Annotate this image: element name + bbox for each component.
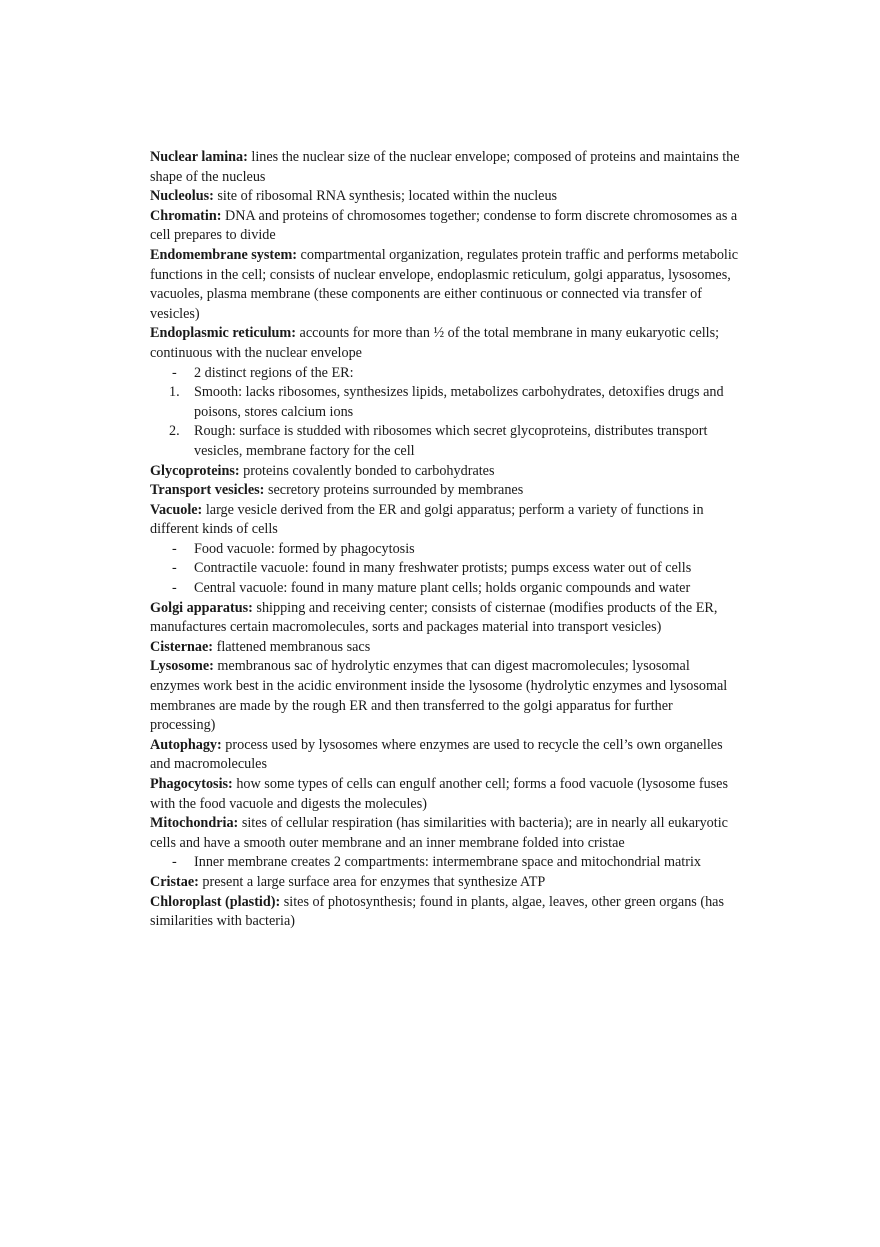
numbered-text: Rough: surface is studded with ribosomes which secret glycoproteins, distributes transport vesicles, membrane factory for the cell (194, 423, 708, 459)
bullet-item (150, 579, 740, 599)
term: Endomembrane system: (150, 246, 297, 263)
definition: DNA and proteins of chromosomes together; condense to form discrete chromosomes as a cell prepares to divide (150, 207, 738, 244)
definition: flattened membranous sacs (213, 638, 371, 655)
term: Nucleolus: (150, 188, 214, 205)
entry-golgi-apparatus (150, 599, 740, 638)
definition: sites of cellular respiration (has similarities with bacteria); are in nearly all eukaryotic cells and have a smooth outer membrane and an inner membrane folded into cristae (150, 815, 728, 851)
definition: shipping and receiving center; consists of cisternae (modifies products of the ER, manufactures certain macromolecules, sorts and packages material into transport vesicles) (150, 599, 718, 636)
entry-chloroplast (150, 893, 740, 932)
entry-vacuole (150, 501, 740, 540)
term: Cristae: (150, 873, 199, 890)
definition: large vesicle derived from the ER and golgi apparatus; perform a variety of functions in different kinds of cells (150, 501, 704, 538)
bullet-marker: - (172, 854, 177, 871)
numbered-item (150, 383, 740, 422)
term: Chloroplast (plastid): (150, 893, 281, 910)
definition: sites of photosynthesis; found in plants, algae, leaves, other green organs (has similarities with bacteria) (150, 893, 724, 930)
term: Cisternae: (150, 638, 214, 655)
definition: lines the nuclear size of the nuclear envelope; composed of proteins and maintains the shape of the nucleus (150, 149, 740, 185)
entry-phagocytosis (150, 775, 740, 814)
entry-nuclear-lamina (150, 148, 740, 187)
definition: accounts for more than ½ of the total membrane in many eukaryotic cells; continuous with the nuclear envelope (150, 325, 720, 361)
entry-autophagy (150, 736, 740, 775)
entry-mitochondria (150, 814, 740, 853)
entry-cristae (150, 873, 740, 893)
definition: process used by lysosomes where enzymes are used to recycle the cell’s own organelles and macromolecules (150, 736, 723, 773)
bullet-item (150, 540, 740, 560)
entry-endoplasmic-reticulum (150, 324, 740, 363)
numbered-text: Smooth: lacks ribosomes, synthesizes lipids, metabolizes carbohydrates, detoxifies drugs and poisons, stores calcium ions (194, 384, 724, 420)
term: Endoplasmic reticulum: (150, 325, 296, 342)
term: Phagocytosis: (150, 776, 233, 792)
bullet-item (150, 364, 740, 384)
term: Chromatin: (150, 207, 222, 224)
bullet-item (150, 559, 740, 579)
entry-lysosome (150, 657, 740, 735)
entry-cisternae (150, 638, 740, 658)
bullet-text: Food vacuole: formed by phagocytosis (194, 540, 415, 557)
definition: membranous sac of hydrolytic enzymes that can digest macromolecules; lysosomal enzymes work best in the acidic environment inside the lysosome (hydrolytic enzymes and lysosomal membranes are made by the rough ER and then transferred to the golgi apparatus for further processing) (150, 658, 728, 734)
bullet-text: Contractile vacuole: found in many freshwater protists; pumps excess water out of cells (194, 560, 692, 577)
bullet-text: Inner membrane creates 2 compartments: intermembrane space and mitochondrial matrix (194, 854, 702, 871)
term: Lysosome: (150, 658, 214, 675)
term: Nuclear lamina: (150, 149, 248, 165)
term: Glycoproteins: (150, 462, 240, 479)
numbered-item (150, 422, 740, 461)
bullet-marker: - (172, 540, 177, 557)
bullet-marker: - (172, 364, 177, 381)
entry-transport-vesicles (150, 481, 740, 501)
entry-endomembrane-system (150, 246, 740, 324)
bullet-marker: - (172, 560, 177, 577)
definition: how some types of cells can engulf another cell; forms a food vacuole (lysosome fuses with the food vacuole and digests the molecules) (150, 776, 729, 812)
definition: compartmental organization, regulates protein traffic and performs metabolic functions in the cell; consists of nuclear envelope, endoplasmic reticulum, golgi apparatus, lysosomes, vacuoles, plasma membrane (these components are either continuous or connected via transfer of vesicles) (150, 246, 739, 322)
definition: present a large surface area for enzymes that synthesize ATP (198, 873, 546, 890)
entry-nucleolus (150, 187, 740, 207)
bullet-text: 2 distinct regions of the ER: (194, 364, 354, 381)
number-marker: 2. (169, 423, 180, 440)
definition: proteins covalently bonded to carbohydrates (239, 462, 495, 479)
term: Autophagy: (150, 736, 222, 753)
term: Golgi apparatus: (150, 599, 253, 616)
definition: site of ribosomal RNA synthesis; located within the nucleus (213, 188, 558, 205)
entry-glycoproteins (150, 462, 740, 482)
definition: secretory proteins surrounded by membranes (264, 482, 524, 499)
entry-chromatin (150, 207, 740, 246)
bullet-item (150, 853, 740, 873)
term: Mitochondria: (150, 815, 239, 832)
document-body (150, 148, 740, 932)
bullet-marker: - (172, 580, 177, 597)
term: Vacuole: (150, 501, 203, 518)
number-marker: 1. (169, 384, 180, 401)
term: Transport vesicles: (150, 482, 265, 499)
bullet-text: Central vacuole: found in many mature plant cells; holds organic compounds and water (194, 580, 691, 597)
